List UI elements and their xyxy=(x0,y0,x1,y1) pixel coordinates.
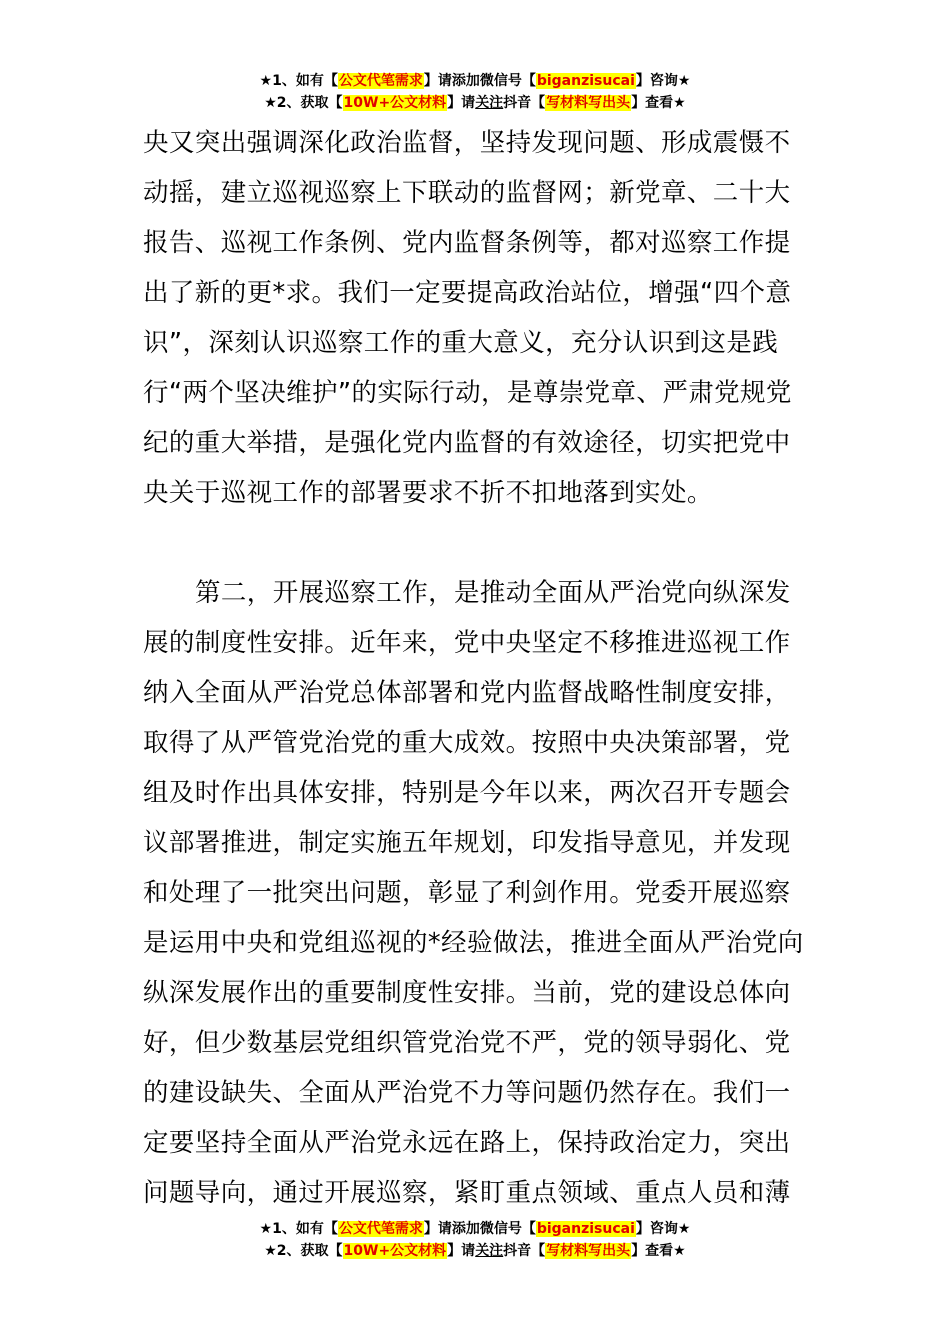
banner-line-1-middle-b: 微信号【 xyxy=(479,73,536,89)
footer-line-2-emphasis: 关注 xyxy=(475,1243,504,1259)
banner-line-1-middle-a: 】请 xyxy=(423,73,452,89)
banner-line-2-middle-b: 抖音【 xyxy=(503,95,546,111)
footer-line-2-suffix: 】查看★ xyxy=(631,1243,686,1259)
banner-line-2-prefix: ★2、获取【 xyxy=(264,95,343,111)
banner-line-1-suffix: 】咨询★ xyxy=(635,73,691,89)
footer-line-1-suffix: 】咨询★ xyxy=(635,1221,691,1237)
banner-line-1-highlight-1: 公文代笔需求 xyxy=(338,73,423,89)
footer-line-1 xyxy=(0,1218,950,1240)
footer-line-2-highlight-2: 写材料写出头 xyxy=(546,1243,631,1259)
banner-line-1-prefix: ★1、如有【 xyxy=(259,73,338,89)
footer-line-1-emphasis: 添加 xyxy=(451,1221,480,1237)
footer-line-1-highlight-2: biganzisucai xyxy=(536,1221,635,1237)
footer-line-1-middle-a: 】请 xyxy=(423,1221,452,1237)
footer-line-2-prefix: ★2、获取【 xyxy=(264,1243,343,1259)
banner-line-2-highlight-2: 写材料写出头 xyxy=(546,95,631,111)
banner-line-1-highlight-2: biganzisucai xyxy=(536,73,635,89)
header-banner xyxy=(0,70,950,114)
footer-line-2-highlight-1: 10W+公文材料 xyxy=(343,1243,447,1259)
footer-line-2 xyxy=(0,1240,950,1262)
banner-line-2-middle-a: 】请 xyxy=(447,95,476,111)
footer-line-1-prefix: ★1、如有【 xyxy=(259,1221,338,1237)
footer-line-1-middle-b: 微信号【 xyxy=(479,1221,536,1237)
footer-line-1-highlight-1: 公文代笔需求 xyxy=(338,1221,423,1237)
banner-line-2-emphasis: 关注 xyxy=(475,95,504,111)
banner-line-1 xyxy=(0,70,950,92)
banner-line-2-highlight-1: 10W+公文材料 xyxy=(343,95,447,111)
body-paragraph-2: 第二，开展巡察工作，是推动全面从严治党向纵深发展的制度性安排。近年来，党中央坚定不移推进巡视工作纳入全面从严治党总体部署和党内监督战略性制度安排，取得了从严管党治党的重大成效。按照中央决策部署，党组及时作出具体安排，特别是今年以来，两次召开专题会议部署推进，制定实施五年规划，印发指导意见，并发现和处理了一批突出问题，彰显了利剑作用。党委开展巡察是运用中央和党组巡视的*经验做法，推进全面从严治党向纵深发展作出的重要制度性安排。当前，党的建设总体向好，但少数基层党组织管党治党不严，党的领导弱化、党的建设缺失、全面从严治党不力等问题仍然存在。我们一定要坚持全面从严治党永远在路上，保持政治定力，突出问题导向，通过开展巡察，紧盯重点领域、重点人员和薄 xyxy=(143,578,804,1208)
body-paragraph-1: 央又突出强调深化政治监督，坚持发现问题、形成震慑不动摇，建立巡视巡察上下联动的监督网；新党章、二十大报告、巡视工作条例、党内监督条例等，都对巡察工作提出了新的更*求。我们一定要提高政治站位，增强“四个意识”，深刻认识巡察工作的重大意义，充分认识到这是践行“两个坚决维护”的实际行动，是尊崇党章、严肃党规党纪的重大举措，是强化党内监督的有效途径，切实把党中央关于巡视工作的部署要求不折不扣地落到实处。 xyxy=(143,128,792,508)
banner-line-1-emphasis: 添加 xyxy=(451,73,480,89)
footer-banner xyxy=(0,1218,950,1262)
banner-line-2-suffix: 】查看★ xyxy=(631,95,686,111)
banner-line-2 xyxy=(0,92,950,114)
footer-line-2-middle-b: 抖音【 xyxy=(503,1243,546,1259)
footer-line-2-middle-a: 】请 xyxy=(447,1243,476,1259)
